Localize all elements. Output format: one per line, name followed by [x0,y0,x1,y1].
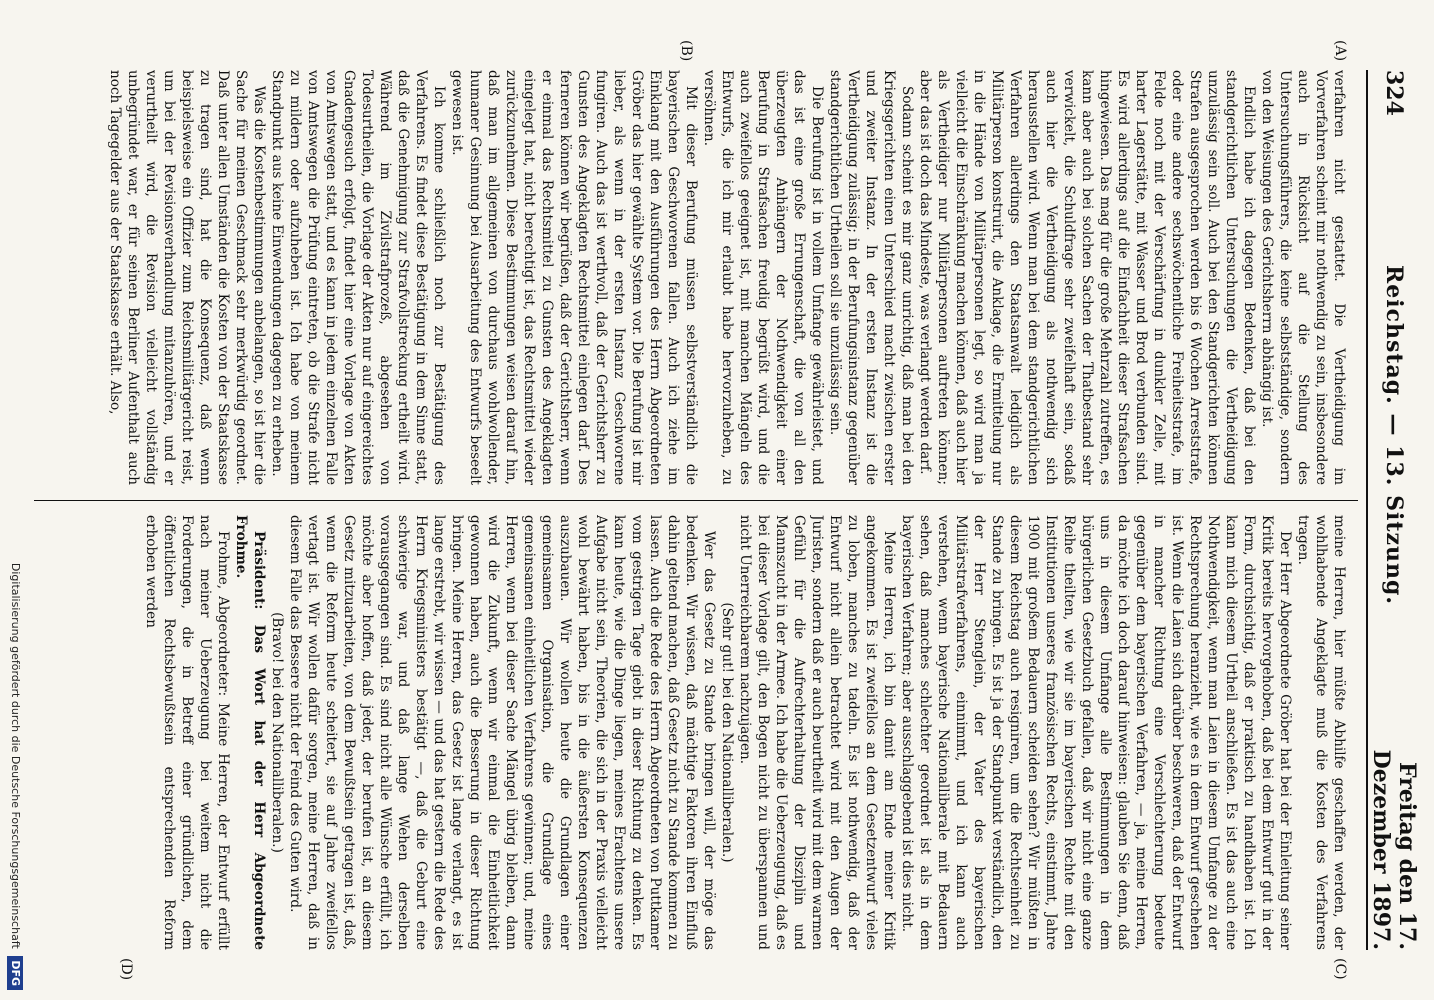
margin-marker-d: (D) [118,958,134,981]
page-date: Freitag den 17. Dezember 1897. [1368,749,1420,950]
paragraph: Was die Kostenbestimmungen anbelangen, so ist hier die Sache für meinen Geschmack sehr merkwürdig geordnet. Daß unter allen Umständen die Kosten von der Staatskasse zu tragen sind, hat die Konsequenz, daß wenn beispielsweise ein Offizier zum Reichsmilitärgericht reist, um bei der Revisionsverhandlung mitanzuhören, und er verurtheilt wird, die Revision vielleicht vollständig unbegründet war, er für seinen Berliner Aufenthalt auch noch Tagegelder aus der Staatskasse erhält. Also, [107,70,267,485]
paragraph: Meine Herren, ich bin damit am Ende meiner Kritik angekommen. Es ist zweifellos an dem Gesetzentwurf vieles zu loben, manches zu tadeln. Es ist nothwendig, daß der Entwurf nicht allein betrachtet wird mit den Augen der Juristen, sondern daß er auch beurtheilt wird mit dem warmen Gefühl für die Aufrechterhaltung der Disziplin und Mannszucht in der Armee. Ich habe die Ueberzeugung, daß es bei dieser Vorlage gilt, den Bogen nicht zu überspannen und nicht Unerreichbarem nachzujagen. [737,515,897,950]
column-divider [34,500,1358,501]
paragraph: Die Berufung ist in vollem Umfange gewährleistet, und das ist eine große Errungenschaft, die von all den überzeugten Anhängern der Nothwendigkeit einer Berufung in Strafsachen freudig begrüßt wird, und die auch zweifellos geeignet ist, mit manchen Mängeln des Entwurfs, die ich mir erlaubt habe hervorzuheben, zu versöhnen. [701,70,825,485]
page-title: Reichstag. — 13. Sitzung. [1381,264,1407,606]
paragraph: Sodann scheint es mir ganz unrichtig, daß man bei den Kriegsgerichten einen Unterschied macht zwischen erster und zweiter Instanz. In der ersten Instanz ist die Vertheidigung zulässig; in der Berufungsinstanz gegenüber standgerichtlichen Urtheilen soll sie unzulässig sein. [827,70,915,485]
left-column [40,70,1348,485]
paragraph: Der Herr Abgeordnete Gröber hat bei der Einleitung seiner Kritik bereits hervorgehoben, daß bei dem Entwurf gut in der Form, durchsichtig, daß er praktisch zu handhaben ist. Ich kann mich diesem Urtheil anschließen. Es ist das auch eine Nothwendigkeit, wenn man Laien in diesem Umfange zu der Rechtsprechung heranzieht, wie es in dem Entwurf geschehen ist. Wenn die Laien sich darüber beschweren, daß der Entwurf in mancher Richtung eine Verschlechterung bedeute gegenüber dem bayerischen Verfahren, — ja, meine Herren, da möchte ich doch darauf hinweisen: glauben Sie denn, daß uns in diesem Umfange alle Bestimmungen in dem bürgerlichen Gesetzbuch gefallen, daß wir nicht eine ganze Reihe theilten, wie wir sie im bayerischen Rechte mit den Institutionen unseres französischen Rechts, einstimmt, Jahre 1900 mit großem Bedauern scheiden sehen? Wir müßten in diesem Reichstag auch resigniren, um die Rechtseinheit zu Stande zu bringen. Es ist ja der Standpunkt verständlich, den der Herr Stenglein, der Vater des bayerischen Militärstrafverfahrens, einnimmt, und ich kann auch verstehen, wenn bayerische Nationalliberale mit Bedauern sehen, daß manches schlechter geordnet ist als in dem bayerischen Verfahren; aber ausschlaggebend ist dies nicht. [899,515,1293,950]
paragraph: Ich komme schließlich noch zur Bestätigung des Verfahrens. Es findet diese Bestätigung in dem Sinne statt, daß die Genehmigung zur Strafvollstreckung ertheilt wird. Während im Zivilstrafprozeß, abgesehen von Todesurtheilen, die Vorlage der Akten nur auf eingereichtes Gnadengesuch erfolgt, findet hier eine Vorlage von Akten von Amtswegen statt, und es kann in jedem einzelnen Falle von Amtswegen die Prüfung eintreten, ob die Strafe nicht zu mildern oder aufzuheben ist. Ich habe von meinem Standpunkt aus keine Einwendungen dagegen zu erheben. [269,70,447,485]
digitization-footer [4,10,26,990]
paragraph: Mit dieser Berufung müssen selbstverständlich die bayerischen Geschworenen fallen. Auch ich ziehe im Einklang mit den Ausführungen des Herrn Abgeordneten Gröber das hier gewählte System vor. Die Berufung ist mir lieber, als wenn in der ersten Instanz Geschworene fungiren. Auch das ist werthvoll, daß der Gerichtsherr zu Gunsten des Angeklagten Rechtsmittel einlegen darf. Des ferneren können wir begrüßen, daß der Gerichtsherr, wenn er einmal das Rechtsmittel zu Gunsten des Angeklagten eingelegt hat, nicht berechtigt ist, das Rechtsmittel wieder zurückzunehmen. Diese Bestimmungen weisen darauf hin, daß man im allgemeinen von durchaus wohlwollender, humaner Gesinnung bei Ausarbeitung des Entwurfs beseelt gewesen ist. [449,70,699,485]
margin-marker-a: (A) [1332,40,1348,62]
page-number: 324 [1381,70,1407,116]
margin-marker-c: (C) [1332,958,1348,980]
paragraph: Frohme, Abgeordneter: Meine Herren, der Entwurf erfüllt nach meiner Ueberzeugung bei weitem nicht die Forderungen, die in Betreff einer gründlichen, dem öffentlichen Rechtsbewußtsein entsprechenden Reform erhoben werden [143,515,231,950]
right-column [40,515,1348,950]
margin-marker-b: (B) [678,40,694,62]
interjection: (Bravo! bei den Nationalliberalen.) [269,612,285,853]
paragraph: Endlich habe ich dagegen Bedenken, daß bei den standgerichtlichen Untersuchungen die Vertheidigung unzulässig sein soll. Auch bei den Standgerichten können Strafen ausgesprochen werden bis 6 Wochen Arreststrafe, oder eine andere sechswöchentliche Freiheitsstrafe, im Felde noch mit der Verschärfung in dunkler Zelle, mit harter Lagerstätte, mit Wasser und Brod verbunden sind. Es wird allerdings auf die Einfachheit dieser Strafsachen hingewiesen. Das mag für die große Mehrzahl zutreffen, es kann aber auch bei solchen Sachen der Thatbestand sehr verwickelt, die Schuldfrage sehr zweifelhaft sein, sodaß auch hier die Vertheidigung als nothwendig sich herausstellen wird. Wenn man bei dem standgerichtlichen Verfahren allerdings den Staatsanwalt lediglich als Militärperson konstruirt, die Anklage, die Ermittelung nur in die Hände von Militärpersonen legt, so wird man ja vielleicht die Einschränkung machen können, daß auch hier als Vertheidiger nur Militärpersonen auftreten können; aber das ist doch das Mindeste, was verlangt werden darf. [917,70,1257,485]
paragraph: Wer das Gesetz zu Stande bringen will, der möge das bedenken. Wir wissen, daß mächtige Faktoren ihren Einfluß dahin geltend machen, daß Gesetz nicht zu Stande kommen zu lassen. Auch die Rede des Herrn Abgeordneten von Puttkamer vom gestrigen Tage giebt in dieser Richtung zu denken. Es kann heute, wie die Dinge liegen, meines Erachtens unsere Aufgabe nicht sein, Theorien, die sich in der Praxis vielleicht wohl bewährt haben, bis in die äußersten Konsequenzen auszubauen. Wir wollen heute die Grundlagen einer gemeinsamen Organisation, die Grundlage eines gemeinsamen einheitlichen Verfahrens gewinnen; und, meine Herren, wenn bei dieser Sache Mängel übrig bleiben, dann wird die Zukunft, wenn wir einmal die Einheitlichkeit gewonnen haben, auch die Besserung in dieser Richtung bringen. Meine Herren, das Gesetz ist lange verlangt, es ist lange erstrebt, wir wissen — und das hat gestern die Rede des Herrn Kriegsministers bestätigt —, daß die Geburt eine schwierige war, und daß lange Wehen derselben vorausgegangen sind. Es sind nicht alle Wünsche erfüllt, ich möchte aber hoffen, daß jeder, der berufen ist, an diesem Gesetz mitzuarbeiten, von dem Bewußtsein getragen ist, daß, wenn die Reform heute scheitert, sie auf Jahre zweifellos vertagt ist. Wir wollen dafür sorgen, meine Herren, daß in diesem Falle das Bessere nicht der Feind des Guten wird. [287,515,717,950]
paragraph: verfahren nicht gestattet. Die Vertheidigung im Vorverfahren scheint mir nothwendig zu sein, insbesondere auch in Rücksicht auf die Stellung des Untersuchungsführers, die keine selbstständige, sondern von den Weisungen des Gerichtsherrn abhängig ist. [1259,70,1347,485]
header-rule [1366,70,1368,950]
paragraph: meine Herren, hier müßte Abhilfe geschaffen werden, der wohlhabende Angeklagte muß die Kosten des Verfahrens tragen. [1295,515,1347,950]
page-header [1368,70,1420,950]
speaker-paragraph: Präsident: Das Wort hat der Herr Abgeordnete Frohme. [233,515,267,950]
footer-text: Digitalisierung gefördert durch die Deutsche Forschungsgemeinschaft [9,562,22,949]
interjection: (Sehr gut! bei den Nationalliberalen.) [719,602,735,863]
dfg-logo: DFG [7,956,23,990]
